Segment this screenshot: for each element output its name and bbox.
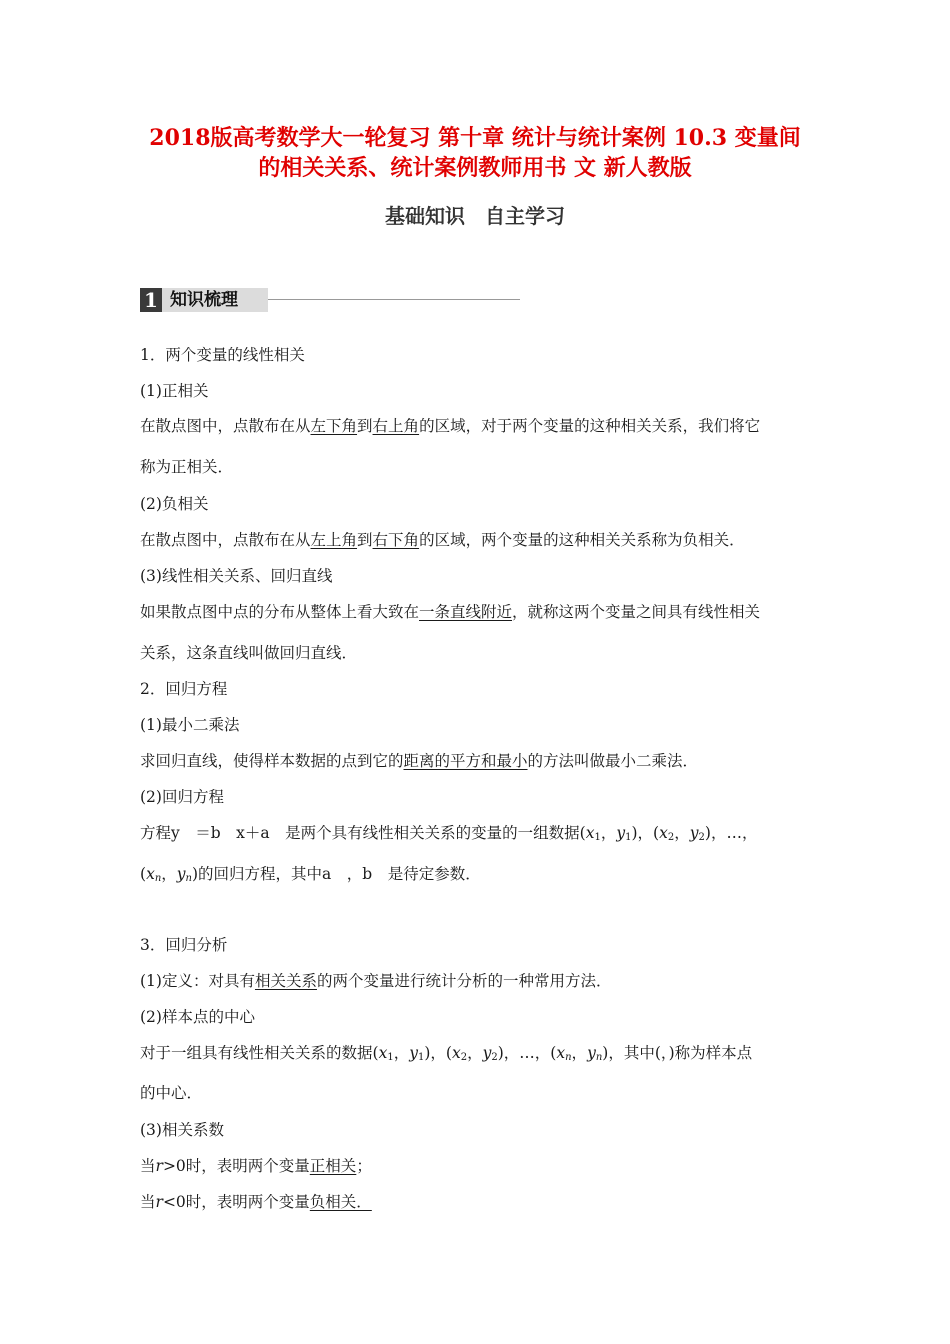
section-subtitle: 基础知识 自主学习: [385, 204, 565, 228]
paragraph-regression-eq-cont: ($x_n$，$y_n$)的回归方程，其中a ，b 是待定参数．: [140, 865, 481, 884]
paragraph-least-squares: 求回归直线，使得样本数据的点到它的距离的平方和最小的方法叫做最小二乘法．: [140, 752, 699, 770]
paragraph-sample-center-cont: 的中心．: [140, 1084, 203, 1102]
section-label: 知识梳理: [162, 288, 268, 312]
heading-regression-equation: 2．回归方程: [140, 680, 228, 698]
paragraph-sample-center: 对于一组具有线性相关关系的数据($x_1$，$y_1$)，($x_2$，$y_2$)，…，($x_n$，$y_n$)，其中(，)称为样本点: [140, 1044, 753, 1063]
paragraph-r-negative: 当r<0时，表明两个变量负相关．: [140, 1193, 372, 1211]
paragraph-negative: 在散点图中，点散布在从左上角到右下角的区域，两个变量的这种相关关系称为负相关．: [140, 531, 745, 549]
section-header: [140, 288, 520, 312]
paragraph-linear: 如果散点图中点的分布从整体上看大致在一条直线附近，就称这两个变量之间具有线性相关: [140, 603, 761, 621]
heading-regression-analysis: 3．回归分析: [140, 936, 228, 954]
section-divider: [268, 299, 520, 300]
subheading-positive: (1)正相关: [140, 382, 209, 400]
heading-linear-correlation: 1．两个变量的线性相关: [140, 346, 305, 364]
subheading-linear-line: (3)线性相关关系、回归直线: [140, 567, 333, 585]
document-title: [90, 123, 860, 183]
paragraph-regression-eq: 方程y ＝b x＋a 是两个具有线性相关关系的变量的一组数据($x_1$，$y_1$)，($x_2$，$y_2$)，…，: [140, 824, 758, 843]
paragraph-r-positive: 当r>0时，表明两个变量正相关；: [140, 1157, 372, 1175]
subheading-sample-center: (2)样本点的中心: [140, 1008, 255, 1026]
subheading-least-squares: (1)最小二乘法: [140, 716, 240, 734]
title-line-1: 2018版高考数学大一轮复习 第十章 统计与统计案例 10.3 变量间: [149, 125, 801, 151]
paragraph-positive-cont: 称为正相关．: [140, 458, 234, 476]
subheading-regression-eq: (2)回归方程: [140, 788, 224, 806]
paragraph-positive: 在散点图中，点散布在从左下角到右上角的区域，对于两个变量的这种相关关系，我们将它: [140, 417, 761, 435]
subheading-correlation-coefficient: (3)相关系数: [140, 1121, 224, 1139]
section-number-badge: 1: [140, 288, 162, 312]
paragraph-definition: (1)定义：对具有相关关系的两个变量进行统计分析的一种常用方法．: [140, 972, 612, 990]
paragraph-linear-cont: 关系，这条直线叫做回归直线．: [140, 644, 358, 662]
title-line-2: 的相关关系、统计案例教师用书 文 新人教版: [258, 155, 692, 181]
subheading-negative: (2)负相关: [140, 495, 209, 513]
